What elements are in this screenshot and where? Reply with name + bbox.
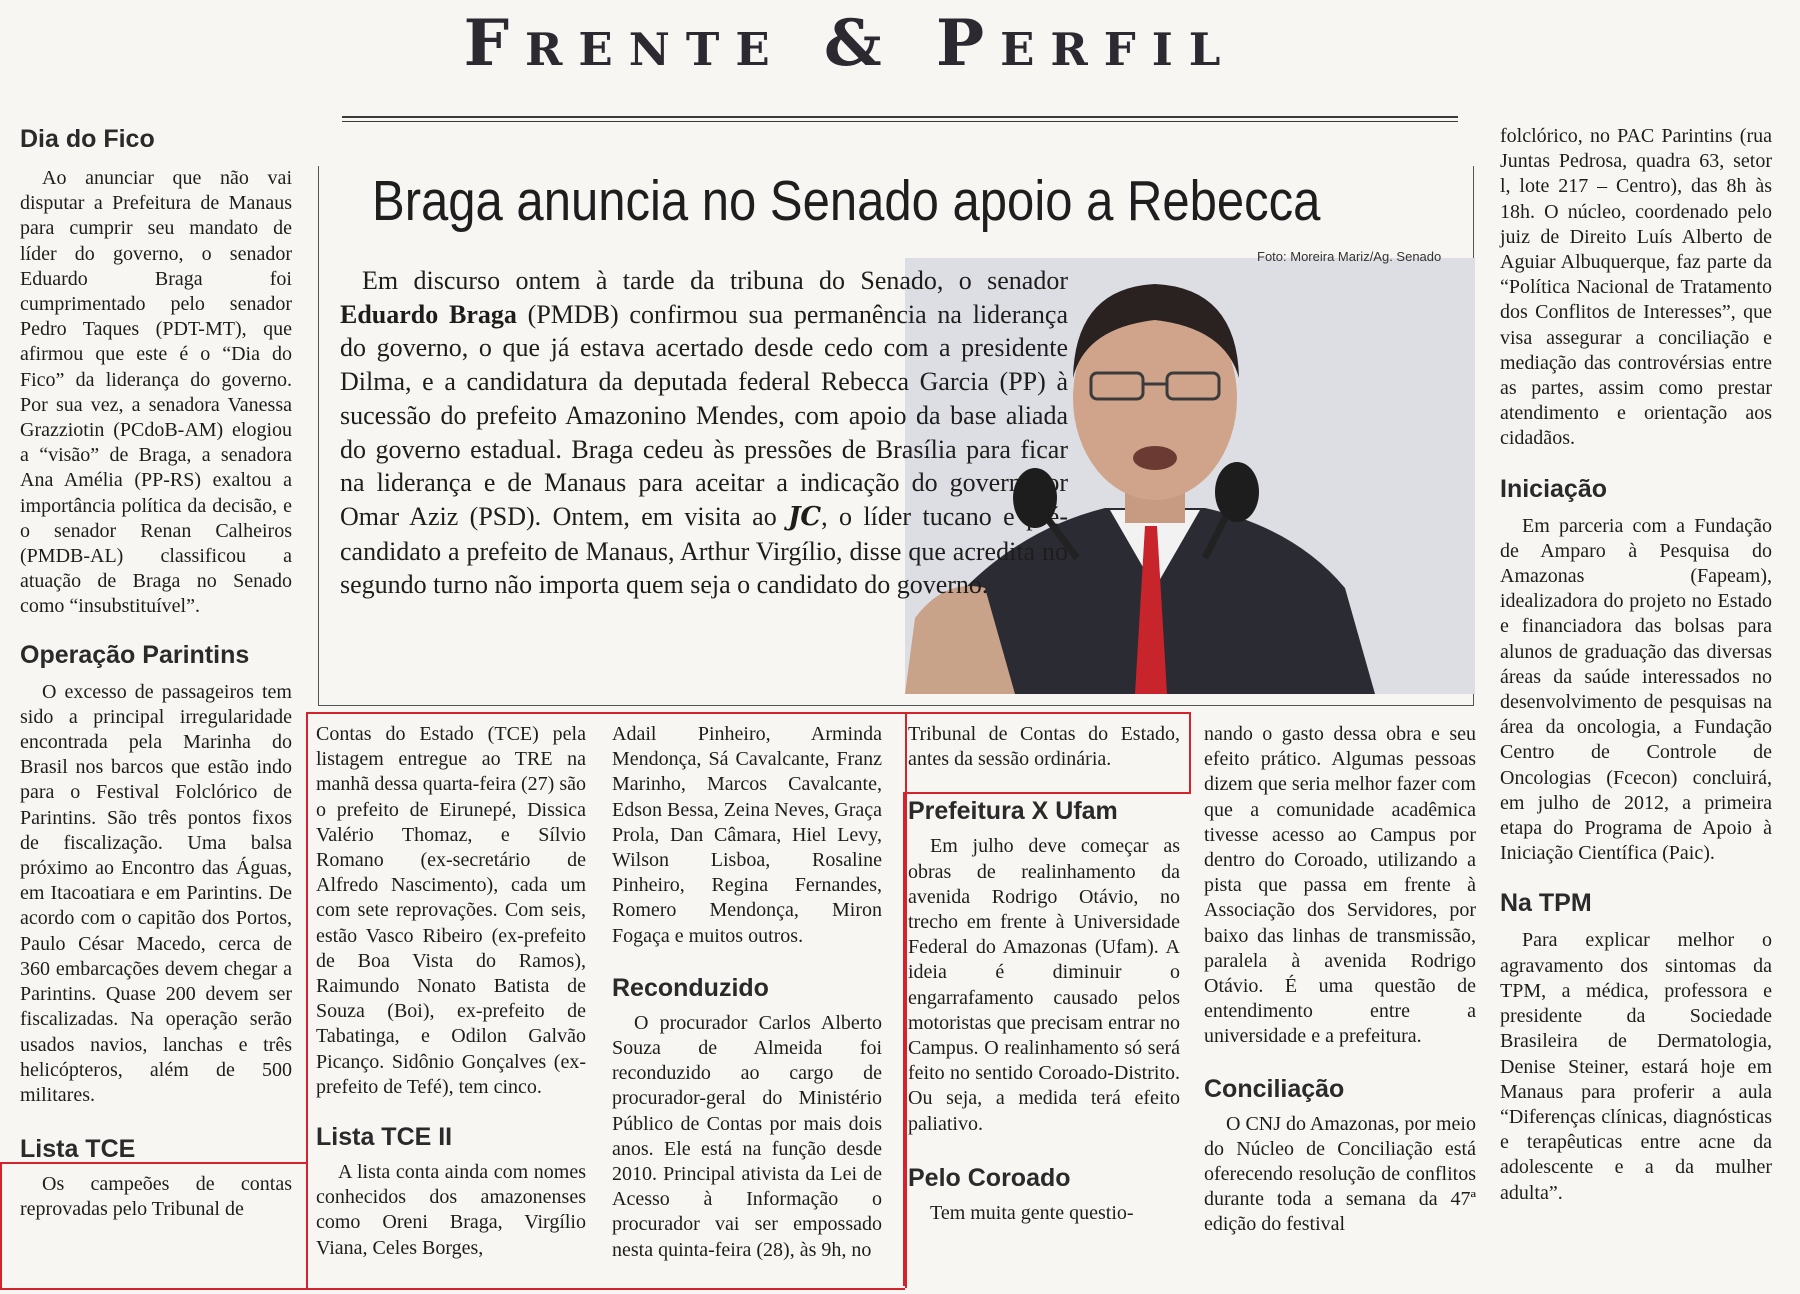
section-title-lista-tce-ii: Lista TCE II <box>316 1123 453 1152</box>
section-title-operacao-parintins: Operação Parintins <box>20 640 250 669</box>
lead-intro: Em discurso ontem à tarde da tribuna do Senado, o senador <box>362 266 1068 295</box>
column-4 <box>908 722 1180 1226</box>
masthead-rule <box>342 116 1458 118</box>
section-text-reconduzido-cont: Tribunal de Contas do Estado, antes da sessão ordinária. <box>908 723 1180 771</box>
section-text-conciliacao: O CNJ do Amazonas, por meio do Núcleo de Conciliação está oferecendo resolução de conflitos durante toda a semana da 47ª edição do festival <box>1204 1112 1476 1236</box>
highlight-box-tribunal-left <box>903 792 905 1286</box>
section-text-lista-tce: Os campeões de contas reprovadas pelo Tribunal de <box>20 1173 292 1221</box>
column-rule <box>318 166 319 706</box>
lead-body-2: , o líder tucano e pré-candidato a prefeito de Manaus, Arthur Virgílio, disse que acredita no segundo turno não importa quem seja o candidato do governo. <box>340 501 1068 600</box>
section-text-lista-tce-ii-cont: Adail Pinheiro, Arminda Mendonça, Sá Cavalcante, Franz Marinho, Marcos Cavalcante, Edson Bessa, Zeina Neves, Graça Prola, Dan Câmara, Hiel Levy, Wilson Lisboa, Rosaline Pinheiro, Regina Fernandes, Romero Mendonça, Miron Fogaça e muitos outros. <box>612 723 882 947</box>
lead-name: Eduardo Braga <box>340 299 517 329</box>
highlight-box-lista-tce-cols <box>306 712 907 1288</box>
section-title-lista-tce: Lista TCE <box>20 1135 136 1164</box>
section-text-prefeitura-x-ufam: Em julho deve começar as obras de realinhamento da avenida Rodrigo Otávio, no trecho em frente à Universidade Federal do Amazonas (Ufam). A ideia é diminuir o engarrafamento causado pelos motoristas que precisam entrar no Campus. O realinhamento só será feito no sentido Coroado-Distrito. Ou seja, a medida terá efeito paliativo. <box>908 835 1180 1135</box>
section-text-pelo-coroado: Tem muita gente questio- <box>930 1201 1134 1224</box>
section-text-dia-do-fico: Ao anunciar que não vai disputar a Prefeitura de Manaus para cumprir seu mandato de líder do governo, o senador Eduardo Braga foi cumprimentado pelo senador Pedro Taques (PDT-MT), que afirmou que este é o “Dia do Fico” da liderança do governo. Por sua vez, a senadora Vanessa Grazziotin (PCdoB-AM) elogiou a “visão” de Braga, a senadora Ana Amélia (PP-RS) exaltou a importância política da decisão, e o senador Renan Calheiros (PMDB-AL) classificou a atuação de Braga no Senado como “insubstituível”. <box>20 167 292 618</box>
section-title-prefeitura-x-ufam: Prefeitura X Ufam <box>908 797 1118 826</box>
section-text-lista-tce-ii: A lista conta ainda com nomes conhecidos dos amazonenses como Oreni Braga, Virgílio Viana, Celes Borges, <box>316 1161 586 1259</box>
column-5 <box>1204 722 1476 1238</box>
section-text-conciliacao-cont: folclórico, no PAC Parintins (rua Juntas Pedrosa, quadra 63, setor l, lote 217 – Centro), das 8h às 18h. O núcleo, coordenado pelo juiz de Direito Luís Alberto de Aguiar Albuquerque, faz parte da “Política Nacional de Tratamento dos Conflitos de Interesses”, que visa assegurar a conciliação e mediação das controvérsias entre as partes, assim como prestar atendimento e orientação aos cidadãos. <box>1500 125 1772 450</box>
masthead: Frente & Perfil <box>463 6 1237 81</box>
lead-paragraph <box>340 264 1068 602</box>
column-rule <box>318 705 1473 706</box>
section-text-na-tpm: Para explicar melhor o agravamento dos sintomas da TPM, a médica, professora e presidente da Sociedade Brasileira de Dermatologia, Denise Steiner, estará hoje em Manaus para proferir a aula “Diferenças clínicas, diagnósticas e terapêuticas entre acne da adolescente e a da mulher adulta”. <box>1500 929 1772 1204</box>
masthead-rule-thin <box>342 121 1458 122</box>
section-text-lista-tce-cont: Contas do Estado (TCE) pela listagem entregue ao TRE na manhã dessa quarta-feira (27) são o prefeito de Eirunepé, Dissica Valério Thomaz, e Sílvio Romano (ex-secretário de Alfredo Nascimento), cada um com sete reprovações. Com seis, estão Vasco Ribeiro (ex-prefeito de Boa Vista do Ramos), Raimundo Nonato Batista de Souza (Boi), ex-prefeito de Tabatinga, e Odilon Galvão Picanço. Sidônio Gonçalves (ex-prefeito de Tefé), tem cinco. <box>316 723 586 1098</box>
section-title-na-tpm: Na TPM <box>1500 889 1592 918</box>
lead-body-1: (PMDB) confirmou sua permanência na liderança do governo, o que já estava acertado desde cedo com a presidente Dilma, e a candidatura da deputada federal Rebecca Garcia (PP) à sucessão do prefeito Amazonino Mendes, com apoio da base aliada do governo estadual. Braga cedeu às pressões de Brasília para ficar na liderança e de Manaus para aceitar a indicação do governador Omar Aziz (PSD). Ontem, em visita ao <box>340 299 1068 531</box>
section-title-pelo-coroado: Pelo Coroado <box>908 1163 1071 1192</box>
highlight-box-tribunal-top <box>903 712 1189 714</box>
section-text-pelo-coroado-cont: nando o gasto dessa obra e seu efeito prático. Algumas pessoas dizem que seria melhor fazer com que a comunidade acadêmica tivesse acesso ao Campus por dentro do Coroado, utilizando a pista que passa em frente à Associação dos Servidores, por baixo das linhas de transmissão, paralela à avenida Rodrigo Otávio. É uma questão de entendimento entre a universidade e a prefeitura. <box>1204 723 1476 1048</box>
jc-logo: JC <box>788 501 822 532</box>
section-text-iniciacao: Em parceria com a Fundação de Amparo à Pesquisa do Amazonas (Fapeam), idealizadora do projeto no Estado e financiadora das bolsas para alunos de graduação das diversas áreas da saúde interessados no desenvolvimento de pesquisas na área da oncologia, a Fundação Centro de Controle de Oncologias (Fcecon) concluirá, em julho de 2012, a primeira etapa do Programa de Apoio à Iniciação Científica (Paic). <box>1500 514 1772 865</box>
section-title-dia-do-fico: Dia do Fico <box>20 125 155 153</box>
highlight-box-lista-tce <box>0 1162 306 1164</box>
section-title-conciliacao: Conciliação <box>1204 1074 1345 1103</box>
headline: Braga anuncia no Senado apoio a Rebecca <box>372 169 1321 233</box>
highlight-box-tribunal <box>903 712 1191 794</box>
photo-credit: Foto: Moreira Mariz/Ag. Senado <box>1257 249 1442 264</box>
column-6 <box>1500 124 1772 1206</box>
section-title-reconduzido: Reconduzido <box>612 973 769 1002</box>
section-text-reconduzido: O procurador Carlos Alberto Souza de Almeida foi reconduzido ao cargo de procurador-geral do Ministério Público de Contas por mais dois anos. Ele está na função desde 2010. Principal ativista da Lei de Acesso à Informação o procurador vai ser empossado nesta quinta-feira (28), às 9h, no <box>612 1011 882 1261</box>
section-text-operacao-parintins: O excesso de passageiros tem sido a principal irregularidade encontrada pela Marinha do Brasil nos barcos que estão indo para o Festival Folclórico de Parintins. São três pontos fixos de fiscalização. Uma balsa próximo ao Encontro das Águas, em Itacoatiara e em Parintins. De acordo com o capitão dos Portos, Paulo César Macedo, cerca de 360 embarcações devem chegar a Parintins. Quase 200 devem ser fiscalizadas. Na operação serão usados navios, lanchas e três helicópteros, além de 500 militares. <box>20 680 292 1106</box>
column-1 <box>20 124 292 1223</box>
section-title-iniciacao: Iniciação <box>1500 474 1607 503</box>
